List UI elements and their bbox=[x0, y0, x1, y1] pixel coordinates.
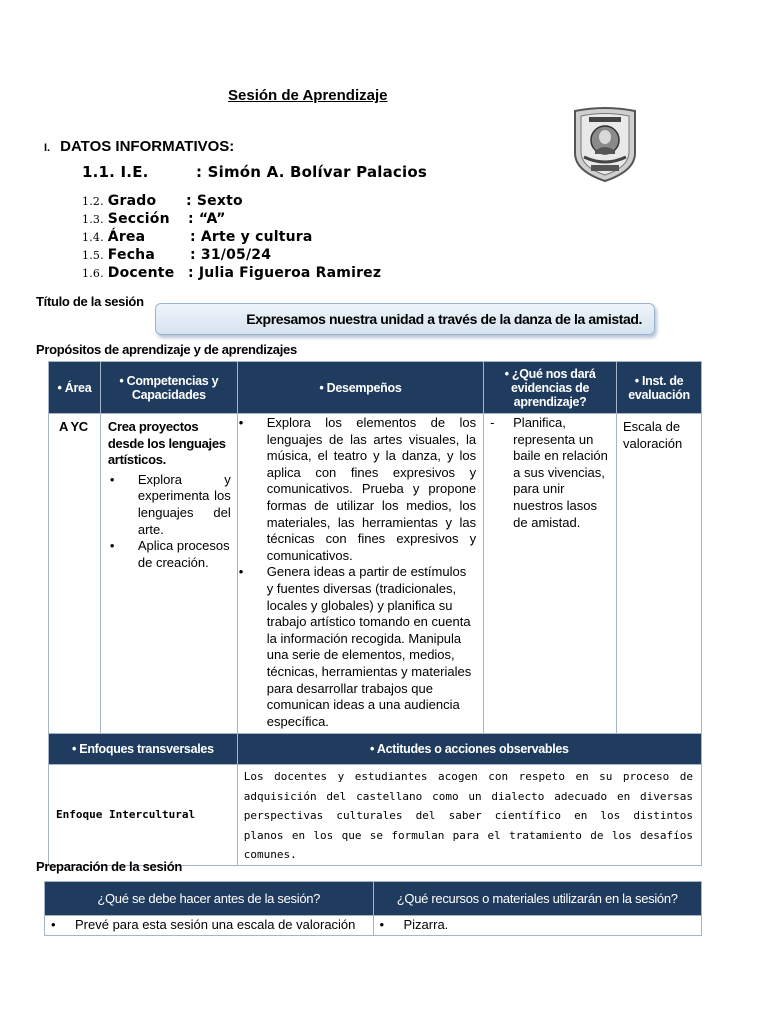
actitud-text: Los docentes y estudiantes acogen con respeto en su proceso de adquisición del castellano como un dialecto adecuado en diversas perspectivas culturales del saber científico en los distintos planos en los que se formulan para el tratamiento de los desafíos comunes. bbox=[243, 770, 693, 861]
enfoque-cell bbox=[49, 765, 238, 866]
header-actitudes: • Actitudes o acciones observables bbox=[237, 734, 701, 765]
info-row-area bbox=[82, 229, 502, 247]
prep-cell-antes: • Prevé para esta sesión una escala de valoración bbox=[45, 916, 374, 936]
capacidad-item: • Explora y experimenta los lenguajes del arte. bbox=[109, 471, 231, 537]
info-value: : Julia Figueroa Ramirez bbox=[188, 265, 382, 281]
prep-text: Prevé para esta sesión una escala de valoración bbox=[75, 917, 356, 933]
info-value: : Simón A. Bolívar Palacios bbox=[196, 163, 427, 181]
info-row-fecha bbox=[82, 247, 502, 265]
info-row-docente bbox=[82, 265, 502, 283]
info-number: 1.2. bbox=[82, 195, 104, 208]
instrumento-text: Escala de valoración bbox=[623, 419, 683, 451]
school-crest-logo bbox=[569, 107, 641, 183]
info-row-ie bbox=[82, 163, 502, 183]
area-cell bbox=[49, 414, 101, 734]
header-instrumento: • Inst. de evaluación bbox=[617, 362, 702, 414]
desempenos-cell bbox=[237, 414, 483, 734]
evidencias-cell: - Planifica, representa un baile en relación a sus vivencias, para unir nuestros lasos de amistad. bbox=[484, 414, 617, 734]
capacidad-item: • Aplica procesos de creación. bbox=[109, 538, 230, 570]
info-number: 1.5. bbox=[82, 249, 104, 262]
prep-cell-recursos: • Pizarra. bbox=[373, 916, 702, 936]
info-value: : Sexto bbox=[186, 193, 243, 209]
info-row-grado bbox=[82, 193, 502, 211]
desempeno-item: • Explora los elementos de los lenguajes de las artes visuales, la música, el teatro y la danza, y los aplica con fines expresivos y comunicativos. Prueba y propone formas de utilizar los medios, los materiales, las herramientas y las técnicas con fines expresivos y comunicativos. bbox=[238, 415, 477, 563]
info-label: I.E. bbox=[120, 163, 149, 181]
section-number: I. bbox=[44, 142, 51, 154]
info-label: Fecha bbox=[107, 247, 156, 263]
prep-text: Pizarra. bbox=[403, 917, 449, 933]
header-desempenos: • Desempeños bbox=[237, 362, 483, 414]
evidencias-text: Planifica, representa un baile en relación a sus vivencias, para unir nuestros lasos de amistad. bbox=[513, 415, 608, 530]
header-evidencias: • ¿Qué nos dará evidencias de aprendizaje? bbox=[484, 362, 617, 414]
info-label: Grado bbox=[107, 193, 157, 209]
info-row-seccion bbox=[82, 211, 502, 229]
competencia-title: Crea proyectos desde los lenguajes artísticos. bbox=[107, 419, 226, 468]
enfoque-text: Enfoque Intercultural bbox=[56, 808, 196, 822]
info-label: Área bbox=[107, 229, 146, 245]
header-competencias: • Competencias y Capacidades bbox=[100, 362, 237, 414]
page-title: Sesión de Aprendizaje bbox=[228, 87, 388, 104]
instrumento-cell bbox=[617, 414, 702, 734]
competencias-cell bbox=[100, 414, 237, 734]
session-title-label: Título de la sesión bbox=[36, 294, 144, 309]
info-label: Docente bbox=[107, 265, 175, 281]
info-number: 1.6. bbox=[82, 267, 104, 280]
prep-table bbox=[44, 881, 702, 936]
session-title: Expresamos nuestra unidad a través de la danza de la amistad. bbox=[246, 311, 642, 327]
info-number: 1.4. bbox=[82, 231, 104, 244]
purposes-table bbox=[48, 361, 702, 866]
prep-header-antes: ¿Qué se debe hacer antes de la sesión? bbox=[45, 882, 374, 916]
section-label: DATOS INFORMATIVOS: bbox=[60, 138, 235, 155]
info-label: Sección bbox=[107, 211, 170, 227]
prep-label: Preparación de la sesión bbox=[36, 859, 182, 874]
info-number: 1.1. bbox=[82, 163, 116, 181]
info-value: : “A” bbox=[188, 211, 226, 227]
header-area: • Área bbox=[49, 362, 101, 414]
section-heading bbox=[44, 138, 234, 155]
info-value: : 31/05/24 bbox=[190, 247, 272, 263]
purposes-label: Propósitos de aprendizaje y de aprendizajes bbox=[36, 342, 297, 357]
info-number: 1.3. bbox=[82, 213, 104, 226]
area-value: A YC bbox=[59, 419, 88, 434]
header-enfoques: • Enfoques transversales bbox=[49, 734, 238, 765]
desempeno-item: • Genera ideas a partir de estímulos y fuentes diversas (tradicionales, locales y globales) y planifica su trabajo artístico tomando en cuenta la información recogida. Manipula una serie de elementos, medios, técnicas, herramientas y materiales para desarrollar trabajos que comunican ideas a una audiencia específica. bbox=[238, 564, 472, 729]
info-value: : Arte y cultura bbox=[190, 229, 313, 245]
session-title-box bbox=[155, 303, 655, 335]
actitud-cell bbox=[237, 765, 701, 866]
prep-header-recursos: ¿Qué recursos o materiales utilizarán en la sesión? bbox=[373, 882, 702, 916]
